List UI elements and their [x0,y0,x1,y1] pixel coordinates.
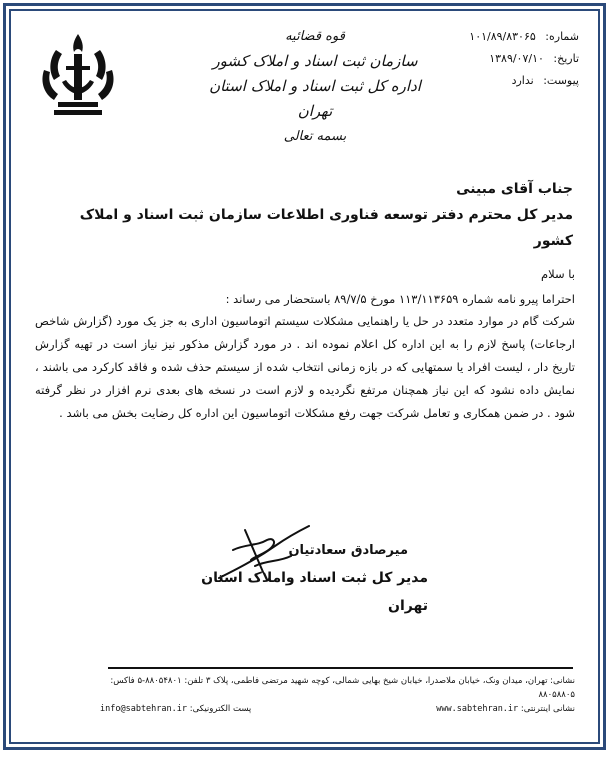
recipient-block [43,176,573,254]
meta-attachment-row [419,70,579,92]
greeting: با سلام [541,267,575,281]
recipient-name: جناب آقای مبینی [456,181,573,197]
reference-line: احتراما پیرو نامه شماره ۱۱۳/۱۱۳۶۵۹ مورخ ۸۹/۷/۵ باستحضار می رساند : [225,292,575,306]
letterhead-line-bismillah: بسمه تعالی [283,129,347,144]
footer-web-group [436,702,575,716]
footer-email[interactable]: info@sabtehran.ir [100,704,187,714]
meta-date-value: ۱۳۸۹/۰۷/۱۰ [489,52,544,65]
meta-number-row [419,26,579,48]
letterhead-line-department: اداره کل ثبت اسناد و املاک استان تهران [209,77,421,120]
meta-number-label: شماره: [545,30,579,43]
letter-body [35,262,575,425]
letter-meta [419,26,579,92]
meta-attachment-value: ندارد [511,74,534,87]
judiciary-emblem-icon [36,30,120,120]
footer-email-label: پست الکترونیکی: [189,704,252,714]
footer-contacts [100,702,575,716]
signatory-name: میرصادق سعادتیان [288,543,408,558]
letterhead [190,24,440,149]
body-paragraph: شرکت گام در موارد متعدد در حل یا راهنمایی مشکلات سیستم اتوماسیون اداری به جز یک مورد (گزارش شاخص ارجاعات) پاسخ لازم را به این اداره کل اعلام نموده اند . در مورد گزارش مذکور نیز نیاز است در تهیه گزارش تاریخ دار ، لیست افراد یا سمتهایی که در بازه زمانی انتخاب شده از سیستم حذف شده و فاقد کارکرد می باشند ، نمایش داده نشود که این نیاز همچنان مرتفع نگردیده و لازم است در نسخه های بعدی نرم افزار در نظر گرفته شود . در ضمن همکاری و تعامل شرکت جهت رفع مشکلات اتوماسیون این اداره کل رضایت بخش می باشد . [35,314,575,420]
footer [100,674,575,716]
letterhead-line-judiciary: قوه قضائیه [285,29,345,44]
meta-date-row [419,48,579,70]
meta-date-label: تاریخ: [553,52,579,65]
footer-divider [108,667,573,669]
meta-attachment-label: پیوست: [543,74,579,87]
footer-address: نشانی: تهران، میدان ونک، خیابان ملاصدرا، خیابان شیخ بهایی شمالی، کوچه شهید مرتضی فاطمی، پلاک ۳ تلفن: ۸۸۰۵۴۸۰۱-۵ فاکس: ۸۸۰۵۸۸۰۵ [110,676,575,700]
meta-number-value: ۱۰۱/۸۹/۸۳۰۶۵ [469,30,536,43]
footer-email-group [100,702,251,716]
signature-block [168,538,428,620]
footer-website[interactable]: www.sabtehran.ir [436,704,519,714]
footer-web-label: نشانی اینترنتی: [520,704,575,714]
signatory-title: مدیر کل ثبت اسناد واملاک استان تهران [201,570,428,614]
recipient-title: مدیر کل محترم دفتر توسعه فناوری اطلاعات سازمان ثبت اسناد و املاک کشور [79,207,573,249]
letterhead-line-organization: سازمان ثبت اسناد و املاک کشور [212,52,418,70]
